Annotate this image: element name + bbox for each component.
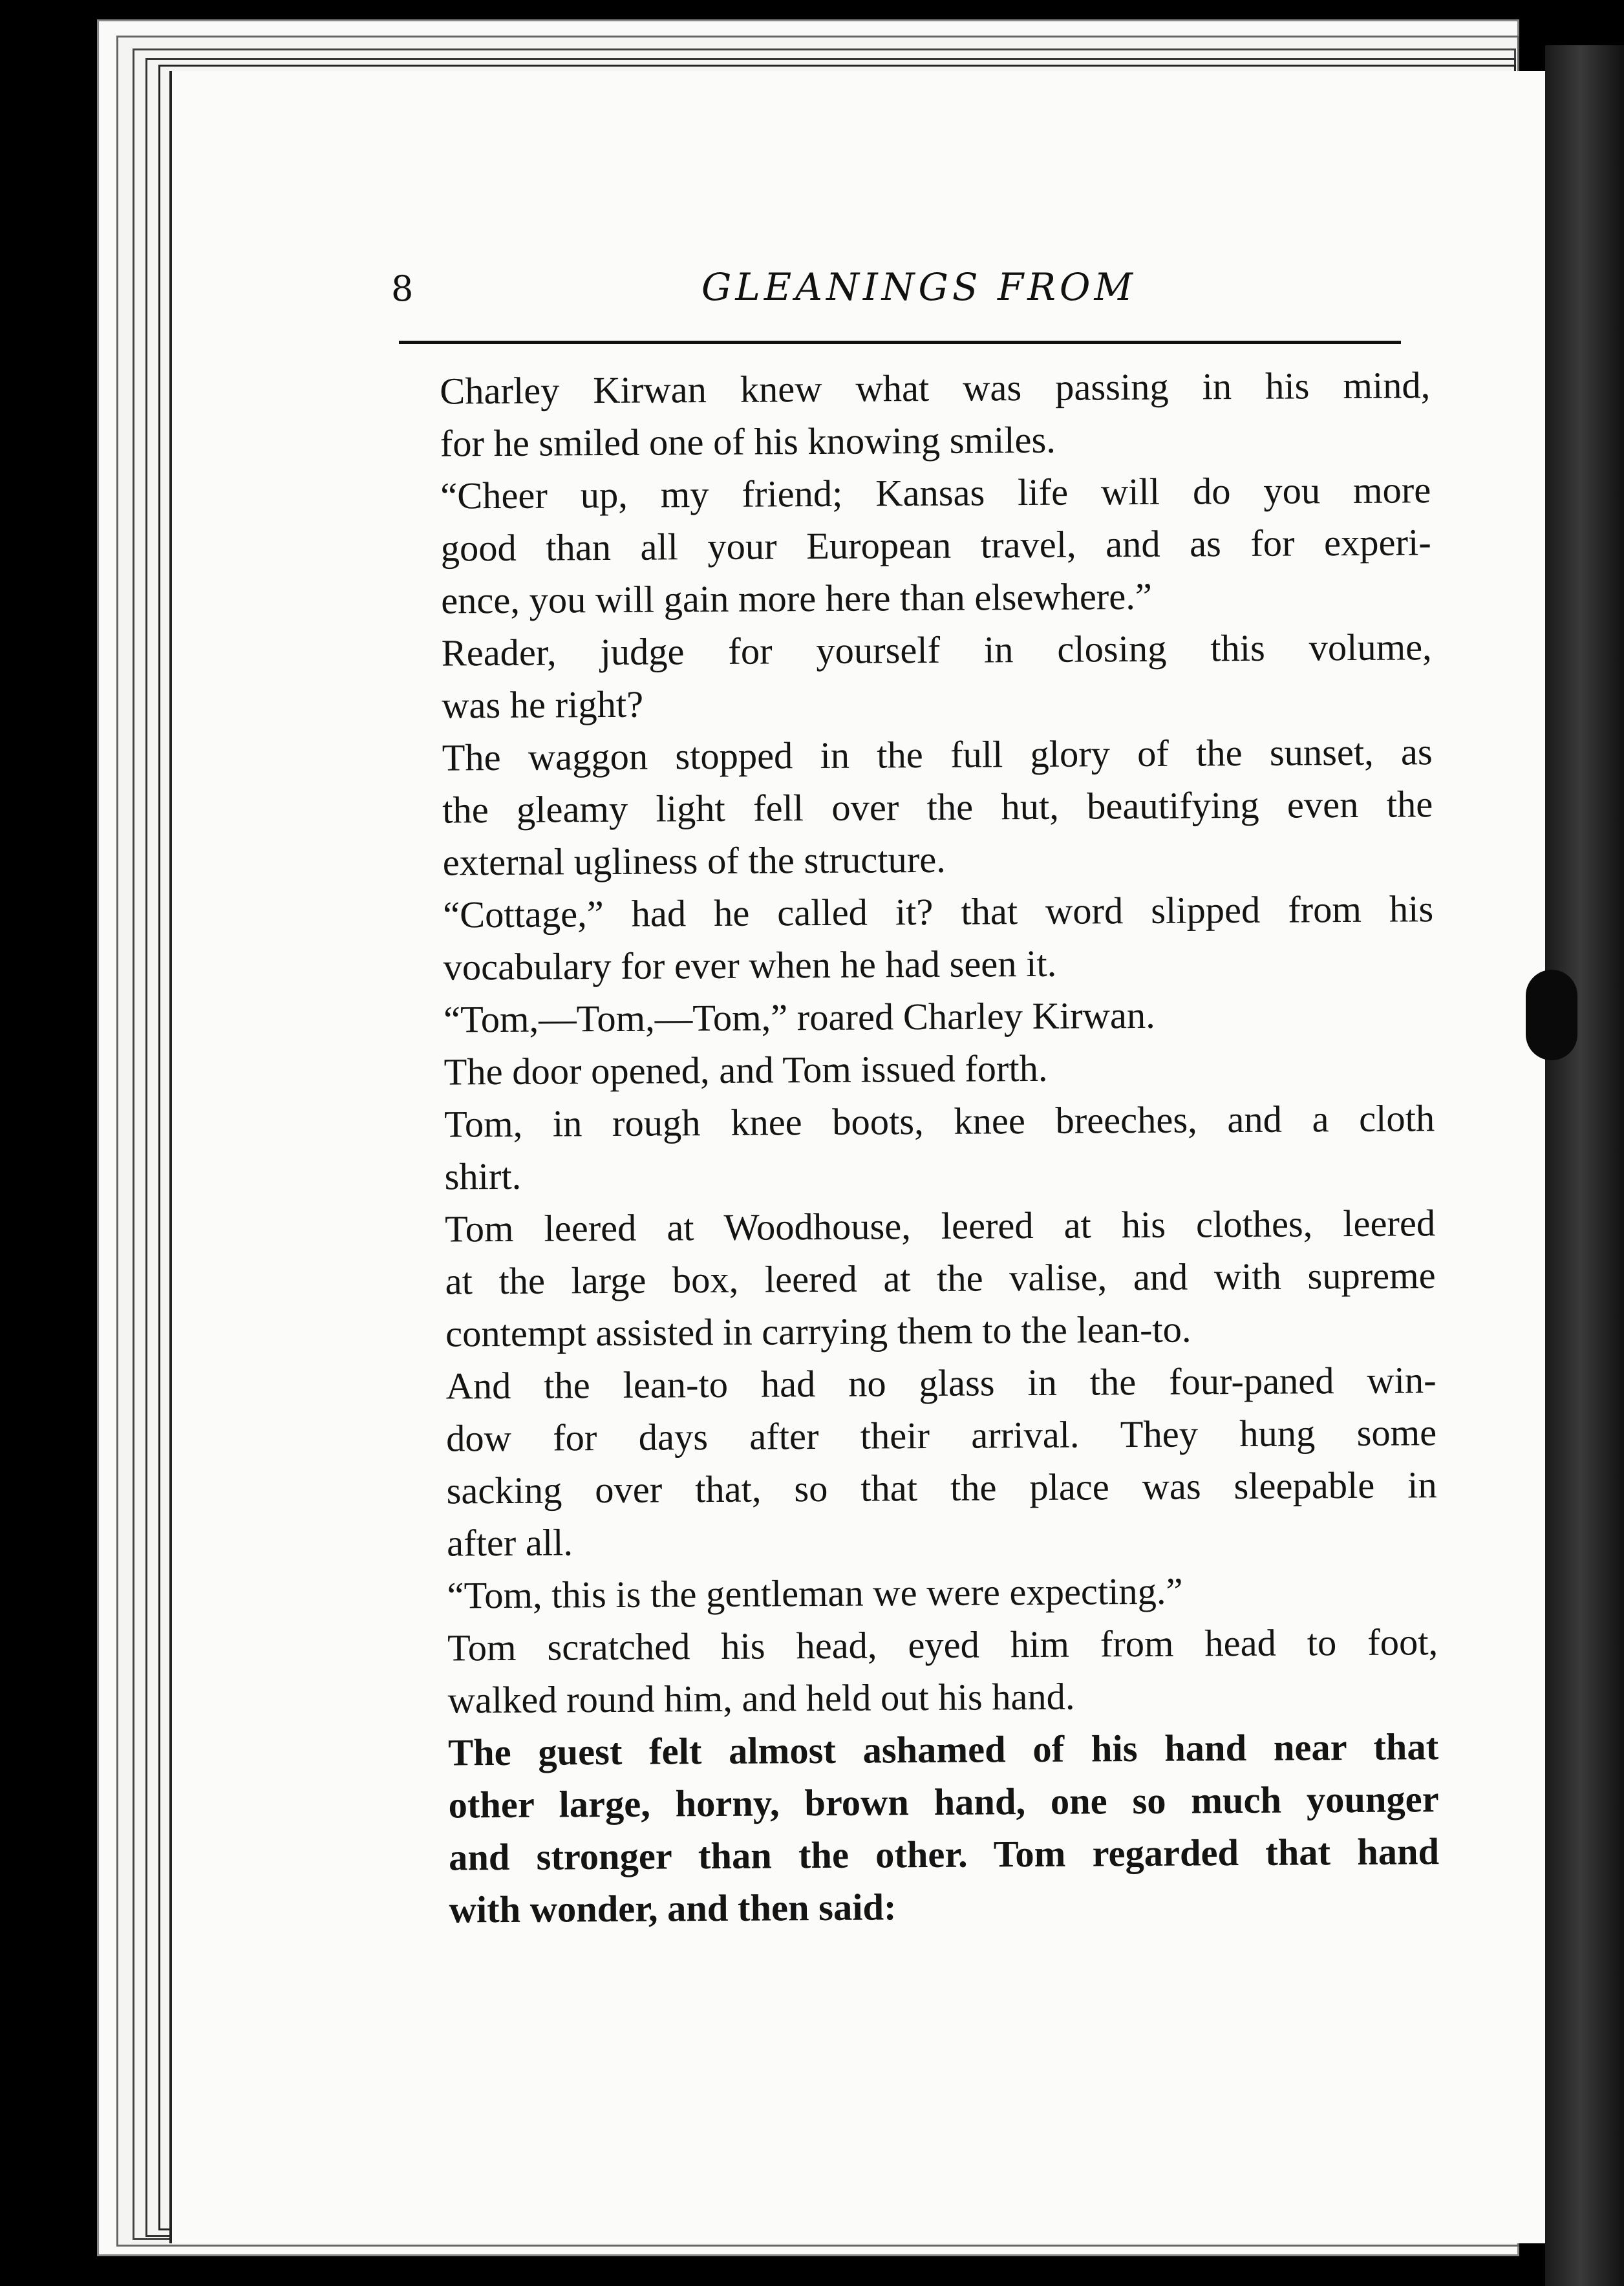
text-line: for he smiled one of his knowing smiles. bbox=[440, 418, 1056, 465]
paragraph bbox=[403, 1616, 1438, 1727]
text-line: “Tom,—Tom,—Tom,” roared Charley Kirwan. bbox=[443, 994, 1155, 1041]
paragraph bbox=[401, 1354, 1437, 1570]
text-line: after all. bbox=[446, 1521, 573, 1565]
paragraph bbox=[400, 1092, 1435, 1203]
paragraph bbox=[398, 725, 1433, 889]
text-line: good than all your European travel, and as for experi- bbox=[440, 521, 1431, 570]
running-head bbox=[220, 255, 1435, 333]
text-line: shirt. bbox=[444, 1155, 522, 1198]
text-line: vocabulary for ever when he had seen it. bbox=[443, 942, 1057, 988]
text-line: and stronger than the other. Tom regarded that hand bbox=[448, 1830, 1440, 1879]
paragraph bbox=[404, 1720, 1440, 1936]
text-line: “Cottage,” had he called it? that word slipped from his bbox=[442, 888, 1434, 936]
paragraph bbox=[396, 464, 1431, 627]
text-line: The guest felt almost ashamed of his hand near that bbox=[447, 1725, 1439, 1774]
running-title: GLEANINGS FROM bbox=[701, 265, 1137, 309]
text-line: external ugliness of the structure. bbox=[442, 838, 946, 884]
text-line: Tom scratched his head, eyed him from head to foot, bbox=[447, 1621, 1438, 1669]
text-line: Tom, in rough knee boots, knee breeches, and a cloth bbox=[443, 1097, 1435, 1146]
text-line: dow for days after their arrival. They hung some bbox=[445, 1411, 1437, 1460]
text-line: contempt assisted in carrying them to the lean-to. bbox=[445, 1308, 1191, 1355]
text-line: was he right? bbox=[442, 683, 644, 727]
book-gutter bbox=[1545, 45, 1624, 2286]
text-line: ence, you will gain more here than elsewhere.” bbox=[441, 575, 1153, 622]
text-line: other large, horny, brown hand, one so much younger bbox=[448, 1778, 1439, 1826]
page-number: 8 bbox=[391, 268, 414, 309]
paragraph bbox=[400, 987, 1434, 1046]
binding-shadow bbox=[1526, 970, 1577, 1060]
text-line: The door opened, and Tom issued forth. bbox=[443, 1047, 1048, 1093]
text-line: “Cheer up, my friend; Kansas life will do you more bbox=[440, 469, 1431, 517]
text-line: at the large box, leered at the valise, and with supreme bbox=[445, 1254, 1436, 1303]
paragraph bbox=[403, 1563, 1437, 1622]
body-text bbox=[396, 359, 1440, 1936]
header-rule bbox=[399, 341, 1401, 344]
paragraph bbox=[397, 621, 1432, 732]
text-line: with wonder, and then said: bbox=[449, 1886, 897, 1931]
text-line: walked round him, and held out his hand. bbox=[447, 1675, 1075, 1722]
text-line: the gleamy light fell over the hut, beautifying even the bbox=[442, 783, 1433, 831]
text-line: The waggon stopped in the full glory of the sunset, as bbox=[442, 731, 1433, 779]
text-line: Reader, judge for yourself in closing this volume, bbox=[441, 626, 1432, 674]
paragraph bbox=[400, 1040, 1434, 1098]
paragraph bbox=[401, 1197, 1436, 1360]
text-line: Tom leered at Woodhouse, leered at his clothes, leered bbox=[444, 1202, 1436, 1250]
paragraph bbox=[396, 359, 1431, 470]
paragraph bbox=[399, 882, 1434, 994]
text-line: Charley Kirwan knew what was passing in his mind, bbox=[440, 364, 1431, 412]
text-line: And the lean-to had no glass in the four-paned win- bbox=[445, 1359, 1437, 1407]
text-line: sacking over that, so that the place was sleepable in bbox=[446, 1464, 1437, 1512]
text-line: “Tom, this is the gentleman we were expecting.” bbox=[447, 1570, 1183, 1617]
